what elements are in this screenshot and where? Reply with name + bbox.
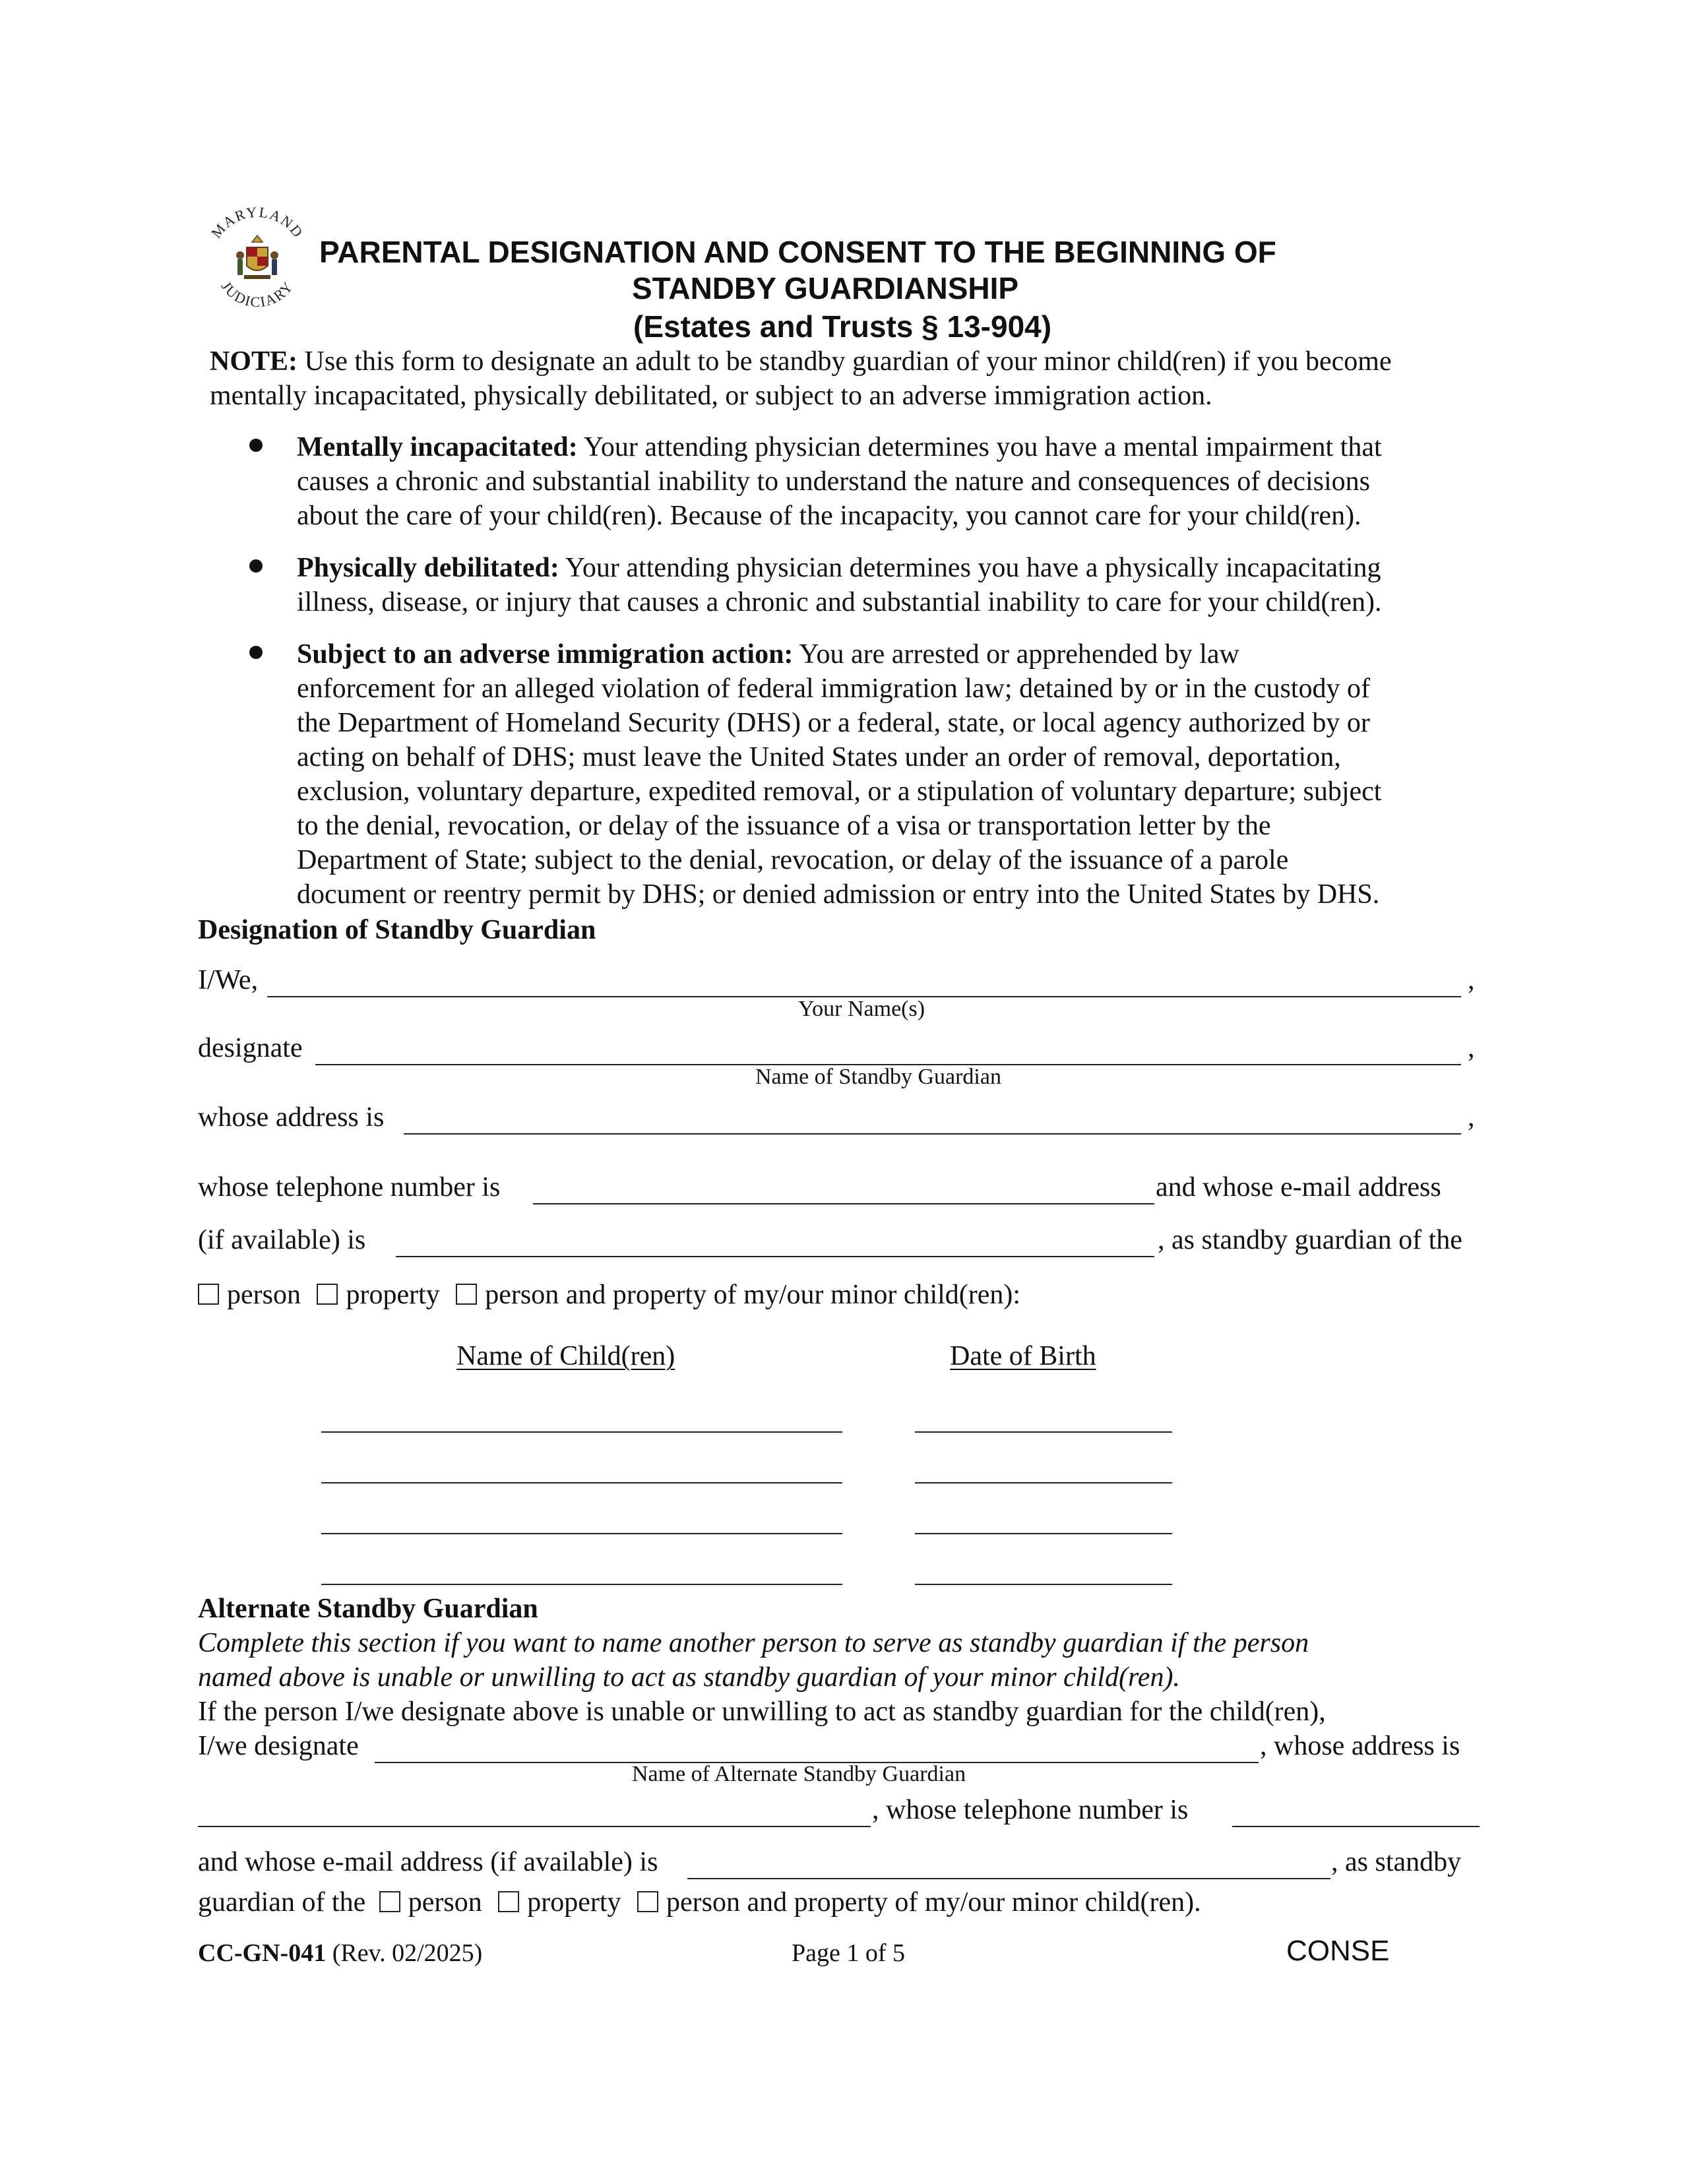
child-dob-field[interactable] xyxy=(915,1584,1172,1585)
alternate-address-field[interactable] xyxy=(198,1826,871,1827)
alt-person-checkbox[interactable] xyxy=(379,1891,400,1912)
iwe-label: I/We, xyxy=(198,965,259,995)
email-label: (if available) is xyxy=(198,1225,366,1255)
person-and-property-checkbox[interactable] xyxy=(456,1284,477,1305)
alt-property-checkbox[interactable] xyxy=(498,1891,519,1912)
email-intro: and whose e-mail address xyxy=(1156,1172,1441,1202)
note-line2: mentally incapacitated, physically debilitated, or subject to an adverse immigration action. xyxy=(210,381,1212,411)
child-name-field[interactable] xyxy=(321,1584,842,1585)
child-name-field[interactable] xyxy=(321,1431,842,1433)
designation-heading: Designation of Standby Guardian xyxy=(198,915,596,945)
statute-reference: (Estates and Trusts § 13-904) xyxy=(633,309,1052,344)
maryland-judiciary-seal xyxy=(198,201,317,320)
footer-form-id: CC-GN-041 (Rev. 02/2025) xyxy=(198,1939,483,1967)
person-checkbox[interactable] xyxy=(198,1284,219,1305)
guardianship-type-options: person property person and property of my/our minor child(ren): xyxy=(198,1278,1020,1312)
alternate-text-line1: If the person I/we designate above is unable or unwilling to act as standby guardian for the child(ren), xyxy=(198,1697,1326,1727)
dob-header: Date of Birth xyxy=(950,1341,1096,1371)
note-line1: NOTE: Use this form to designate an adult to be standby guardian of your minor child(ren) if you become xyxy=(210,346,1392,377)
guardian-email-field[interactable] xyxy=(396,1256,1154,1257)
bullet-dot xyxy=(249,559,263,573)
bullet-dot xyxy=(249,646,263,659)
bullet-adverse-immigration: Subject to an adverse immigration action: You are arrested or apprehended by law xyxy=(297,639,1239,670)
guardian-phone-field[interactable] xyxy=(533,1203,1154,1204)
standby-guardian-caption: Name of Standby Guardian xyxy=(755,1065,1001,1089)
child-dob-field[interactable] xyxy=(915,1431,1172,1433)
designate-label: designate xyxy=(198,1033,303,1063)
comma: , xyxy=(1468,965,1475,995)
bullet-text-line: about the care of your child(ren). Because of the incapacity, you cannot care for your child(ren). xyxy=(297,501,1361,531)
comma: , xyxy=(1468,1102,1475,1133)
address-label: whose address is xyxy=(198,1102,385,1133)
your-names-caption: Your Name(s) xyxy=(798,997,925,1021)
svg-text:MARYLAND: MARYLAND xyxy=(207,203,307,241)
alternate-email-text: and whose e-mail address (if available) is xyxy=(198,1847,658,1877)
alt-person-and-property-checkbox[interactable] xyxy=(637,1891,658,1912)
form-title-line2: STANDBY GUARDIANSHIP xyxy=(632,271,1019,305)
bullet-text-line: causes a chronic and substantial inability to understand the nature and consequences of decisions xyxy=(297,466,1371,497)
child-dob-field[interactable] xyxy=(915,1482,1172,1483)
alternate-designate-label: I/we designate xyxy=(198,1731,359,1761)
bullet-text-line: the Department of Homeland Security (DHS) or a federal, state, or local agency authorized by or xyxy=(297,708,1370,738)
alternate-instruction-line1: Complete this section if you want to name another person to serve as standby guardian if the person xyxy=(198,1628,1309,1658)
child-name-field[interactable] xyxy=(321,1482,842,1483)
form-title-line1: PARENTAL DESIGNATION AND CONSENT TO THE BEGINNING OF xyxy=(319,235,1276,269)
alternate-instruction-line2: named above is unable or unwilling to act as standby guardian of your minor child(ren). xyxy=(198,1662,1180,1693)
child-dob-field[interactable] xyxy=(915,1533,1172,1534)
alternate-heading: Alternate Standby Guardian xyxy=(198,1594,538,1624)
bullet-physically-debilitated: Physically debilitated: Your attending physician determines you have a physically incapacitating xyxy=(297,553,1381,583)
as-standby-text: , as standby xyxy=(1331,1847,1462,1877)
alternate-name-caption: Name of Alternate Standby Guardian xyxy=(632,1762,966,1786)
child-name-field[interactable] xyxy=(321,1533,842,1534)
as-guardian-text: , as standby guardian of the xyxy=(1158,1225,1462,1255)
bullet-text-line: acting on behalf of DHS; must leave the United States under an order of removal, deportation, xyxy=(297,742,1341,772)
phone-label: whose telephone number is xyxy=(198,1172,501,1202)
address-suffix: , whose address is xyxy=(1260,1731,1460,1761)
guardian-address-field[interactable] xyxy=(404,1133,1461,1135)
comma: , xyxy=(1468,1033,1475,1063)
bullet-dot xyxy=(249,439,263,452)
bullet-text-line: enforcement for an alleged violation of federal immigration law; detained by or in the custody of xyxy=(297,673,1370,704)
alternate-guardianship-options: guardian of the person property person and property of my/our minor child(ren). xyxy=(198,1887,1201,1918)
footer-page-number: Page 1 of 5 xyxy=(792,1939,906,1967)
bullet-text-line: exclusion, voluntary departure, expedited removal, or a stipulation of voluntary departure; subject xyxy=(297,776,1382,807)
bullet-text-line: Department of State; subject to the denial, revocation, or delay of the issuance of a parole xyxy=(297,845,1289,875)
bullet-text-line: illness, disease, or injury that causes a chronic and substantial inability to care for your child(ren). xyxy=(297,587,1382,617)
bullet-text-line: to the denial, revocation, or delay of the issuance of a visa or transportation letter by the xyxy=(297,811,1271,841)
bullet-mentally-incapacitated: Mentally incapacitated: Your attending physician determines you have a mental impairment that xyxy=(297,432,1382,462)
property-checkbox[interactable] xyxy=(317,1284,338,1305)
footer-form-code: CONSE xyxy=(1286,1935,1390,1967)
svg-text:JUDICIARY: JUDICIARY xyxy=(218,278,297,311)
alternate-phone-field[interactable] xyxy=(1232,1826,1480,1827)
alternate-phone-text: , whose telephone number is xyxy=(872,1795,1189,1825)
alternate-email-field[interactable] xyxy=(687,1878,1330,1879)
note-label: NOTE: xyxy=(210,346,298,377)
bullet-text-line: document or reentry permit by DHS; or denied admission or entry into the United States by DHS. xyxy=(297,879,1380,910)
child-name-header: Name of Child(ren) xyxy=(456,1341,675,1371)
